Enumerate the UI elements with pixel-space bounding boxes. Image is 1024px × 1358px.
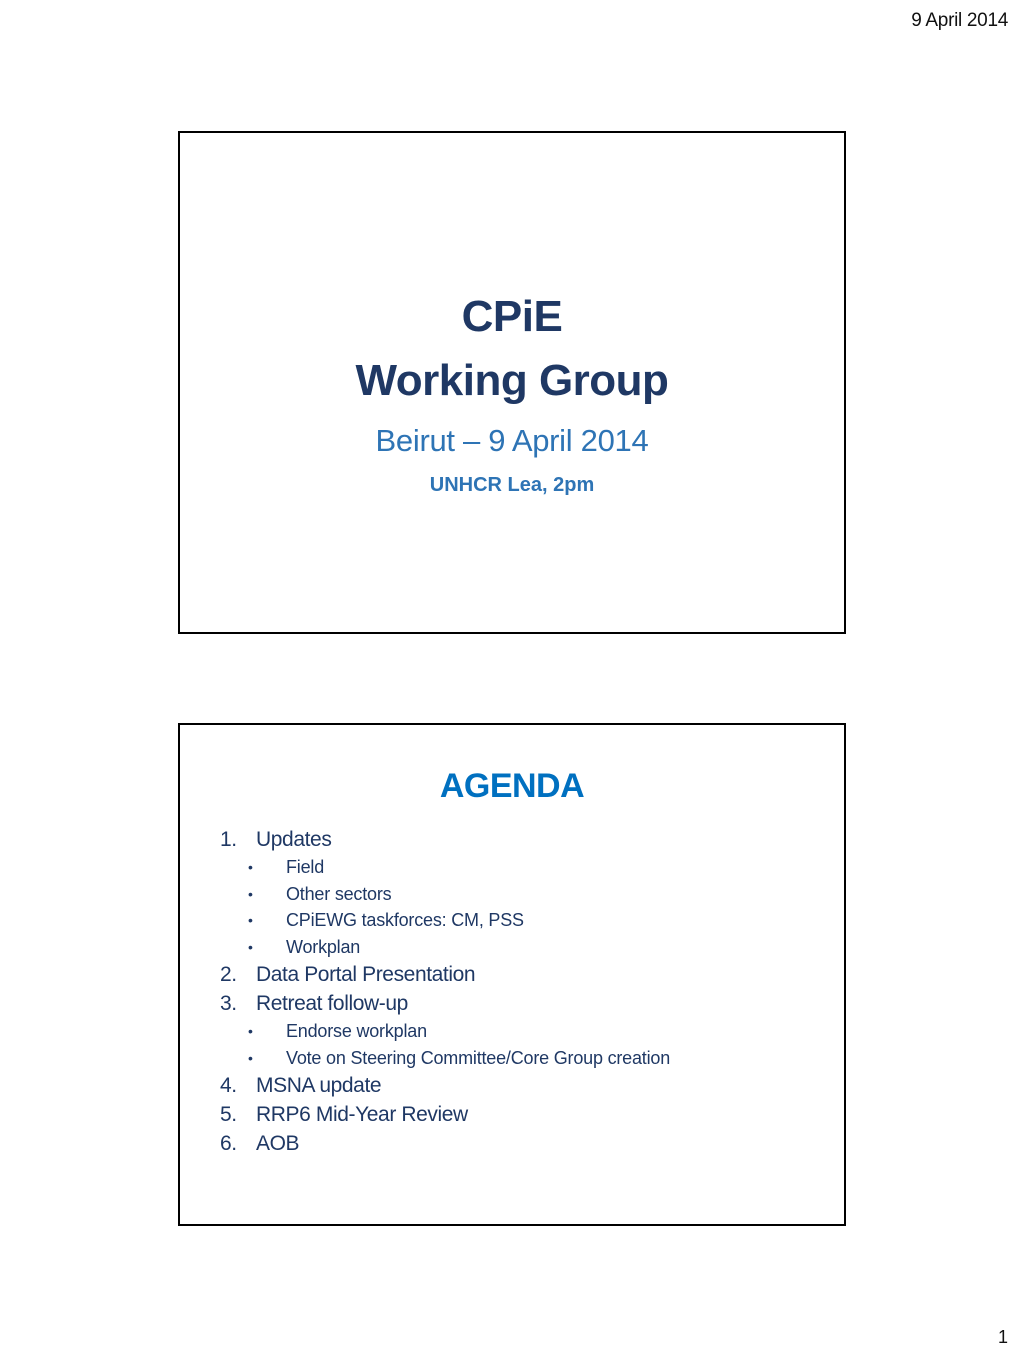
bullet-icon: • [248,938,253,955]
title-block [180,285,844,499]
agenda-item-label: Data Portal Presentation [256,963,476,986]
agenda-subitem [220,1045,820,1072]
bullet-icon: • [248,1049,253,1066]
page-number: 1 [997,1327,1008,1347]
agenda-subitem [220,881,820,908]
slide-title-line-1: CPiE [461,292,563,341]
agenda-item-number: 3. [220,992,237,1015]
agenda-subitem [220,854,820,881]
agenda-item-number: 2. [220,963,237,986]
slide-agenda [178,723,846,1226]
slide-title-line-2: Working Group [355,356,669,405]
agenda-subitem-label: Endorse workplan [286,1021,427,1041]
bullet-icon: • [248,1023,253,1039]
agenda-subitem [220,1018,820,1045]
slide-location: UNHCR Lea, 2pm [429,474,595,496]
agenda-item-number: 5. [220,1103,237,1126]
agenda-item-label: RRP6 Mid-Year Review [256,1103,468,1126]
bullet-icon: • [248,885,253,902]
agenda-item-number: 4. [220,1074,237,1097]
agenda-item [220,989,820,1018]
agenda-item-number: 6. [220,1132,237,1155]
bullet-icon: • [248,912,253,928]
agenda-subitem [220,934,820,961]
agenda-item [220,1100,820,1129]
bullet-icon: • [248,859,253,875]
agenda-subitem-label: Vote on Steering Committee/Core Group creation [286,1047,671,1068]
agenda-item [220,1071,820,1100]
agenda-item-number: 1. [220,828,237,851]
agenda-subitem [220,907,820,934]
agenda-item [220,825,820,854]
agenda-subitem-label: Other sectors [286,883,392,904]
agenda-subitem-label: CPiEWG taskforces: CM, PSS [286,910,524,930]
slide-title [178,131,846,634]
agenda-item [220,1129,820,1158]
agenda-item-label: MSNA update [256,1074,382,1097]
header-date: 9 April 2014 [911,10,1008,31]
agenda-item [220,960,820,989]
agenda-item-label: Updates [256,828,332,851]
slide-subtitle: Beirut – 9 April 2014 [375,423,649,458]
agenda-list [220,825,820,1158]
agenda-subitem-label: Workplan [286,936,361,957]
agenda-item-label: AOB [256,1132,300,1155]
agenda-title: AGENDA [439,767,585,805]
agenda-subitem-label: Field [286,857,325,877]
agenda-item-label: Retreat follow-up [256,992,408,1015]
